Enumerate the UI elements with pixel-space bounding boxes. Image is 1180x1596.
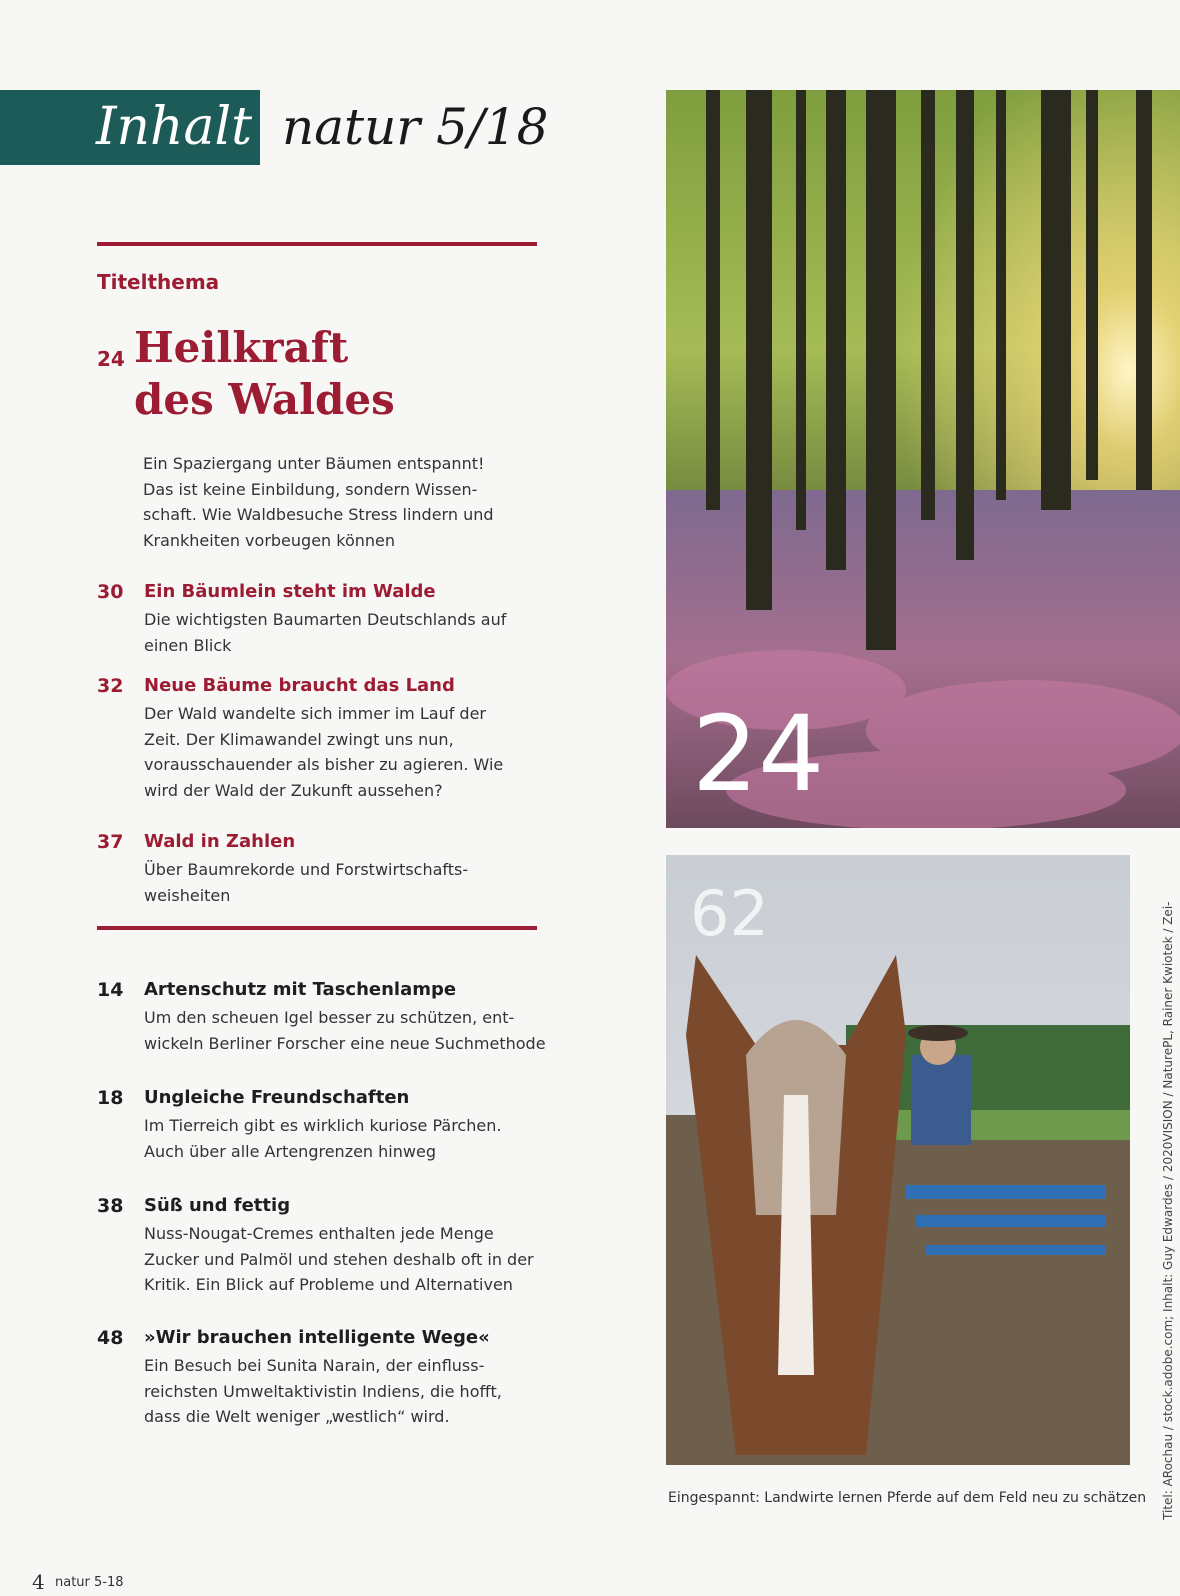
entry-description xyxy=(144,701,564,803)
lead-page-number[interactable]: 24 xyxy=(97,347,125,371)
entry-desc-line: Um den scheuen Igel besser zu schützen, ent- xyxy=(144,1008,515,1027)
entry-page-number: 38 xyxy=(97,1195,124,1217)
entry-title: Artenschutz mit Taschenlampe xyxy=(144,979,457,1000)
entry-desc-line: Über Baumrekorde und Forstwirtschafts- xyxy=(144,860,469,879)
entry-page-number: 30 xyxy=(97,581,124,603)
entry-desc-line: Ein Besuch bei Sunita Narain, der einfluss- xyxy=(144,1356,485,1375)
entry-desc-line: Der Wald wandelte sich immer im Lauf der xyxy=(144,704,486,723)
entry-desc-line: Kritik. Ein Blick auf Probleme und Alternativen xyxy=(144,1275,513,1294)
forest-photo-page-number: 24 xyxy=(692,693,825,815)
entry-desc-line: Auch über alle Artengrenzen hinweg xyxy=(144,1141,436,1161)
entry-desc-line: vorausschauender als bisher zu agieren. Wie xyxy=(144,755,504,774)
forest-photo[interactable] xyxy=(666,90,1180,828)
entry-description xyxy=(144,1005,564,1056)
horse-photo[interactable] xyxy=(666,855,1130,1465)
entry-desc-line: dass die Welt weniger „westlich“ wird. xyxy=(144,1407,450,1426)
lead-title[interactable] xyxy=(134,322,395,426)
entry-desc-line: reichsten Umweltaktivistin Indiens, die hofft, xyxy=(144,1381,502,1401)
footer-label: natur 5-18 xyxy=(55,1575,124,1590)
lead-desc-line: Krankheiten vorbeugen können xyxy=(143,530,396,550)
lead-title-line1: Heilkraft xyxy=(134,323,349,372)
lead-title-line2: des Waldes xyxy=(134,375,395,424)
entry-page-number: 14 xyxy=(97,979,124,1001)
entry-desc-line: Zucker und Palmöl und stehen deshalb oft in der xyxy=(144,1249,534,1269)
entry-desc-line: Nuss-Nougat-Cremes enthalten jede Menge xyxy=(144,1224,494,1243)
entry-title: Neue Bäume braucht das Land xyxy=(144,675,455,696)
forest-photo-illustration xyxy=(666,90,1180,828)
entry-desc-line: wickeln Berliner Forscher eine neue Suchmethode xyxy=(144,1033,546,1053)
issue-title: natur 5/18 xyxy=(282,98,549,156)
entry-description xyxy=(144,1353,564,1430)
entry-title: »Wir brauchen intelligente Wege« xyxy=(144,1327,490,1348)
lead-description xyxy=(143,451,523,553)
photo-credits: Titel: ARochau / stock.adobe.com; Inhalt: Guy Edwardes / 2020VISION / NaturePL, Rainer Kwiotek / Zei- xyxy=(1161,901,1175,1520)
photo-caption: Eingespannt: Landwirte lernen Pferde auf dem Feld neu zu schätzen xyxy=(668,1490,1147,1506)
entry-desc-line: einen Blick xyxy=(144,635,232,655)
entry-desc-line: Zeit. Der Klimawandel zwingt uns nun, xyxy=(144,729,454,749)
entry-description xyxy=(144,1113,564,1164)
entry-desc-line: weisheiten xyxy=(144,885,231,905)
entry-title: Ungleiche Freundschaften xyxy=(144,1087,410,1108)
entry-page-number: 32 xyxy=(97,675,124,697)
entry-description xyxy=(144,857,564,908)
divider-bottom xyxy=(97,926,537,930)
divider-top xyxy=(97,242,537,246)
entry-page-number: 37 xyxy=(97,831,124,853)
entry-page-number: 18 xyxy=(97,1087,124,1109)
header-label: Inhalt xyxy=(96,97,253,157)
entry-desc-line: Die wichtigsten Baumarten Deutschlands auf xyxy=(144,610,507,629)
entry-title: Ein Bäumlein steht im Walde xyxy=(144,581,436,602)
lead-desc-line: Das ist keine Einbildung, sondern Wissen- xyxy=(143,479,478,499)
entry-desc-line: Im Tierreich gibt es wirklich kuriose Pärchen. xyxy=(144,1116,502,1135)
entry-title: Süß und fettig xyxy=(144,1195,291,1216)
lead-desc-line: Ein Spaziergang unter Bäumen entspannt! xyxy=(143,454,485,473)
lead-desc-line: schaft. Wie Waldbesuche Stress lindern und xyxy=(143,505,494,524)
entry-page-number: 48 xyxy=(97,1327,124,1349)
horse-photo-illustration xyxy=(666,855,1130,1465)
page-number: 4 xyxy=(32,1570,45,1594)
section-label: Titelthema xyxy=(97,270,220,294)
entry-desc-line: wird der Wald der Zukunft aussehen? xyxy=(144,780,443,800)
entry-title: Wald in Zahlen xyxy=(144,831,296,852)
horse-photo-page-number: 62 xyxy=(690,877,769,950)
entry-description xyxy=(144,607,564,658)
entry-description xyxy=(144,1221,564,1298)
